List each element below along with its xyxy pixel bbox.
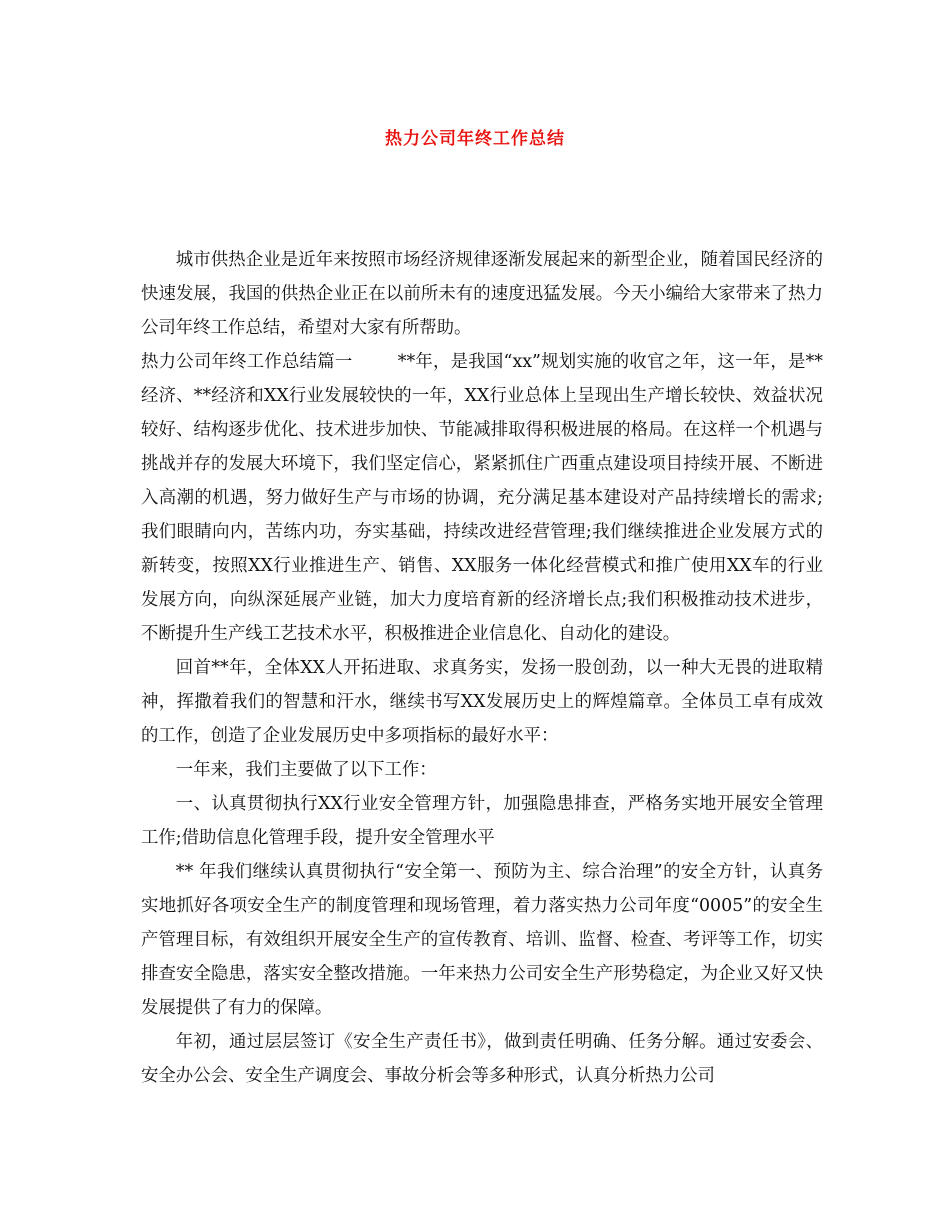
document-title: 热力公司年终工作总结 xyxy=(385,129,565,149)
paragraph-intro: 城市供热企业是近年来按照市场经济规律逐渐发展起来的新型企业，随着国民经济的快速发展，我国的供热企业正在以前所未有的速度迅猛发展。今天小编给大家带来了热力公司年终工作总结，希望对大家有所帮助。 xyxy=(141,250,823,338)
section-heading: 热力公司年终工作总结篇一 xyxy=(141,352,353,372)
paragraph-review: 回首**年，全体XX人开拓进取、求真务实，发扬一股创劲，以一种大无畏的进取精神，挥撒着我们的智慧和汗水，继续书写XX发展历史上的辉煌篇章。全体员工卓有成效的工作，创造了企业发展历史中多项指标的最好水平： xyxy=(141,658,823,746)
paragraph-early-year: 年初，通过层层签订《安全生产责任书》，做到责任明确、任务分解。通过安委会、安全办公会、安全生产调度会、事故分析会等多种形式，认真分析热力公司 xyxy=(141,1032,823,1086)
section-one-text: **年，是我国“xx”规划实施的收官之年，这一年，是**经济、**经济和XX行业发展较快的一年，XX行业总体上呈现出生产增长较快、效益状况较好、结构逐步优化、技术进步加快、节能减排取得积极进展的格局。在这样一个机遇与挑战并存的发展大环境下，我们坚定信心，紧紧抓住广西重点建设项目持续开展、不断进入高潮的机遇，努力做好生产与市场的协调，充分满足基本建设对产品持续增长的需求;我们眼睛向内，苦练内功，夯实基础，持续改进经营管理;我们继续推进企业发展方式的新转变，按照XX行业推进生产、销售、XX服务一体化经营模式和推广使用XX车的行业发展方向，向纵深延展产业链，加大力度培育新的经济增长点;我们积极推动技术进步，不断提升生产线工艺技术水平，积极推进企业信息化、自动化的建设。 xyxy=(141,352,823,644)
paragraph-work-intro: 一年来，我们主要做了以下工作： xyxy=(175,760,437,780)
paragraph-section-one xyxy=(141,345,823,651)
document-body xyxy=(141,243,823,1093)
paragraph-safety: ** 年我们继续认真贯彻执行“安全第一、预防为主、综合治理”的安全方针，认真务实地抓好各项安全生产的制度管理和现场管理，着力落实热力公司年度“0005”的安全生产管理目标，有效组织开展安全生产的宣传教育、培训、监督、检查、考评等工作，切实排查安全隐患，落实安全整改措施。一年来热力公司安全生产形势稳定，为企业又好又快发展提供了有力的保障。 xyxy=(141,862,823,1018)
paragraph-item-one: 一、认真贯彻执行XX行业安全管理方针，加强隐患排查，严格务实地开展安全管理工作;借助信息化管理手段，提升安全管理水平 xyxy=(141,794,823,848)
